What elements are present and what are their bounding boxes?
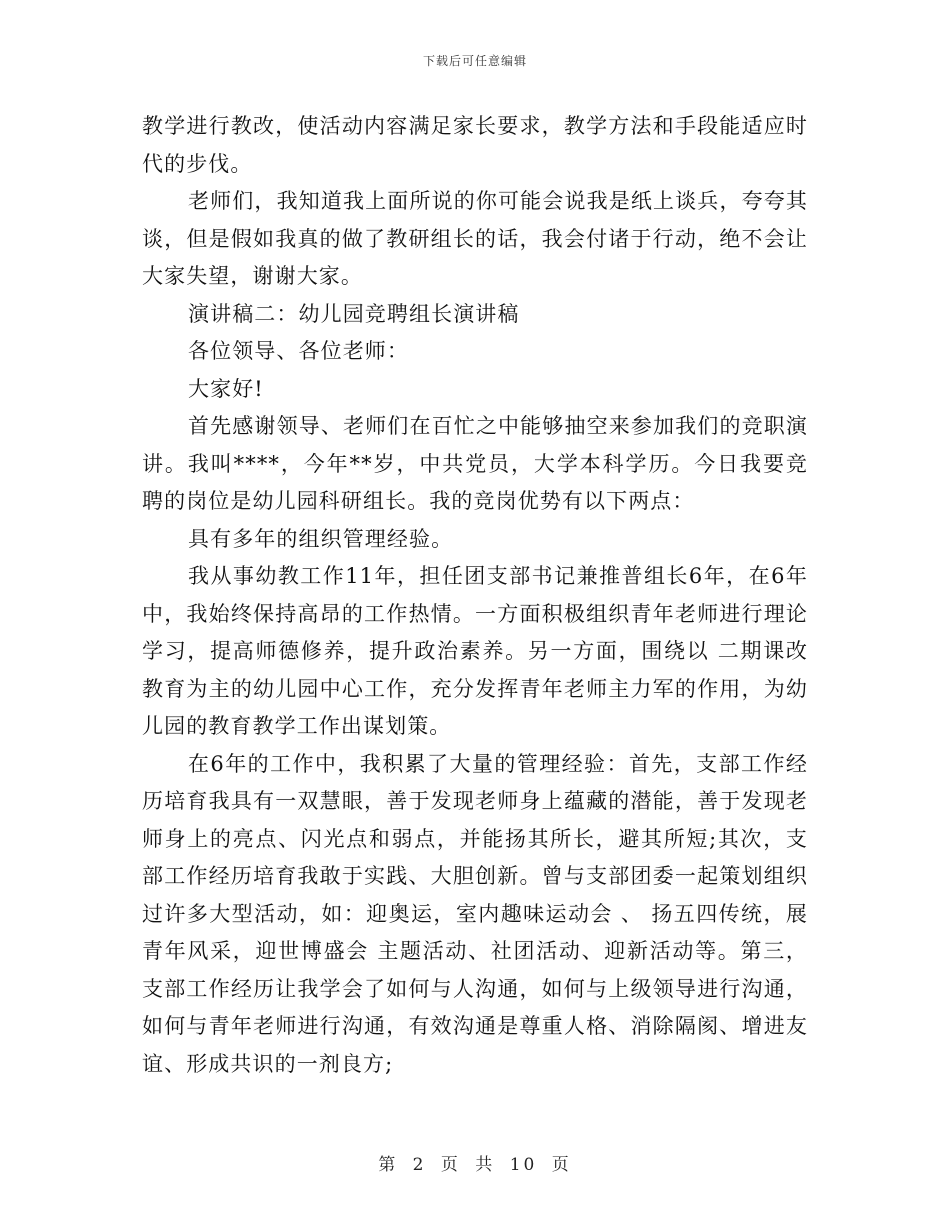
salutation: 各位领导、各位老师： (188, 339, 409, 363)
paragraph: 首先感谢领导、老师们在百忙之中能够抽空来参加我们的竞职演讲。我叫****，今年**岁，中共党员，大学本科学历。今日我要竞聘的岗位是幼儿园科研组长。我的竞岗优势有以下两点： (142, 414, 808, 513)
paragraph: 教学进行教改，使活动内容满足家长要求，教学方法和手段能适应时代的步伐。 (142, 114, 808, 176)
page-header: 下载后可任意编辑 (422, 54, 527, 68)
greeting: 大家好! (188, 376, 264, 401)
paragraph: 在6年的工作中，我积累了大量的管理经验：首先，支部工作经历培育我具有一双慧眼，善于发现老师身上蕴藏的潜能，善于发现老师身上的亮点、闪光点和弱点，并能扬其所长，避其所短;其次，支部工作经历培育我敢于实践、大胆创新。曾与支部团委一起策划组织过许多大型活动，如：迎奥运，室内趣味运动会 、 扬五四传统，展青年风采，迎世博盛会 主题活动、社团活动、迎新活动等。第三，支部工作经历让我学会了如何与人沟通，如何与上级领导进行沟通，如何与青年老师进行沟通，有效沟通是尊重人格、消除隔阂、增进友谊、形成共识的一剂良方; (142, 751, 808, 1076)
paragraph: 具有多年的组织管理经验。 (188, 526, 454, 551)
document-body (142, 108, 808, 1083)
paragraph: 老师们，我知道我上面所说的你可能会说我是纸上谈兵，夸夸其谈，但是假如我真的做了教研组长的话，我会付诸于行动，绝不会让大家失望，谢谢大家。 (142, 189, 808, 288)
paragraph: 我从事幼教工作11年，担任团支部书记兼推普组长6年，在6年中，我始终保持高昂的工作热情。一方面积极组织青年老师进行理论学习，提高师德修养，提升政治素养。另一方面，围绕以 二期课改 教育为主的幼儿园中心工作，充分发挥青年老师主力军的作用，为幼儿园的教育教学工作出谋划策。 (142, 564, 808, 738)
page-number: 第 2 页 共 10 页 (378, 1155, 572, 1175)
section-title: 演讲稿二：幼儿园竞聘组长演讲稿 (188, 301, 520, 326)
